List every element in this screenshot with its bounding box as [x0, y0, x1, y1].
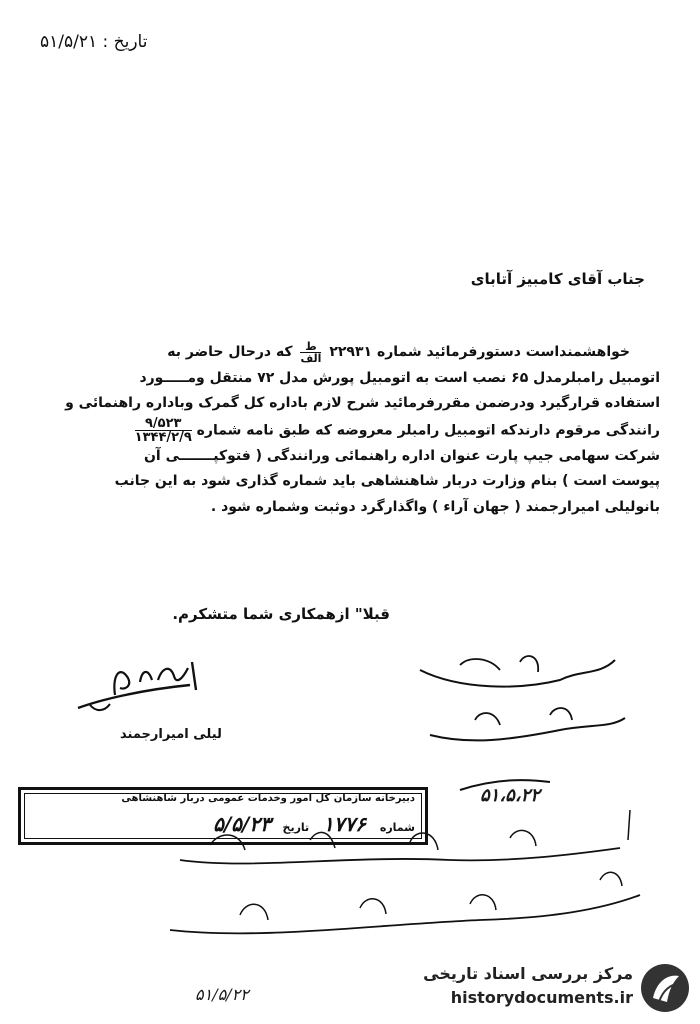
body-line-text: رانندگی مرقوم دارندکه اتومبیل رامبلر معروضه که طبق نامه شماره [196, 422, 660, 438]
salutation: جناب آقای کامبیز آتابای [470, 270, 645, 288]
body-line: شرکت سهامی جیپ پارت عنوان اداره راهنمائی ورانندگی ( فتوکپـــــــی آن [143, 447, 660, 464]
stamp-date-label: تاریخ [282, 821, 310, 834]
body-line: پیوست است ) بنام وزارت دربار شاهنشاهی باید شماره گذاری شود به این جانب [114, 473, 660, 489]
fraction-denominator: الف [300, 351, 322, 365]
body-line: استفاده قرارگیرد ودرضمن مقررفرمائید شرح لازم باداره کل گمرک وباداره راهنمائی و [65, 395, 660, 411]
stamp-number-value: ۱۷۷۶ [323, 812, 366, 836]
closing-line: قبلا" ازهمکاری شما متشکرم. [172, 605, 390, 623]
annotation-date: ۵۱،۵،۲۲ [480, 785, 540, 806]
stamp-header: دبیرخانه سازمان کل امور وخدمات عمومی دربار شاهنشاهی [121, 793, 415, 804]
date-label: تاریخ : [102, 32, 148, 52]
body-line-text: خواهشمنداست دستورفرمائید شماره ۲۲۹۳۱ [329, 344, 630, 360]
reference-fraction [300, 341, 321, 364]
signer-name: لیلی امیرارجمند [120, 727, 222, 742]
letter-date [40, 32, 147, 52]
handwritten-annotation [400, 650, 660, 800]
letter-body [40, 340, 660, 520]
body-line [40, 417, 660, 444]
body-line: بانولیلی امیرارجمند ( جهان آراء ) واگذارگرد دوثبت وشماره شود . [210, 498, 660, 515]
reference-number: ۹/۵۲۳ [135, 417, 192, 431]
fraction-numerator: ط [300, 341, 321, 353]
date-value: ۵۱/۵/۲۱ [40, 32, 98, 52]
handwritten-notes [150, 800, 670, 970]
logo-url: historydocuments.ir [450, 988, 633, 1007]
stamp-date-value: ۵/۵/۲۳ [213, 812, 271, 836]
signature-image [70, 650, 210, 725]
reference-number-block [135, 417, 192, 444]
note-date: ۵۱/۵/۲۲ [195, 985, 249, 1004]
body-line-text: که درحال حاضر به [167, 344, 293, 360]
body-line: اتومبیل رامبلرمدل ۶۵ نصب است به اتومبیل پورش مدل ۷۲ منتقل ومـــــورد [139, 369, 660, 386]
archive-emblem-icon [639, 962, 691, 1014]
logo-title: مرکز بررسی اسناد تاریخی [423, 964, 633, 983]
archive-logo [415, 960, 695, 1016]
stamp-number-label: شماره [379, 821, 415, 834]
body-line [40, 340, 660, 366]
reference-date: ۱۳۴۴/۲/۹ [134, 429, 192, 445]
